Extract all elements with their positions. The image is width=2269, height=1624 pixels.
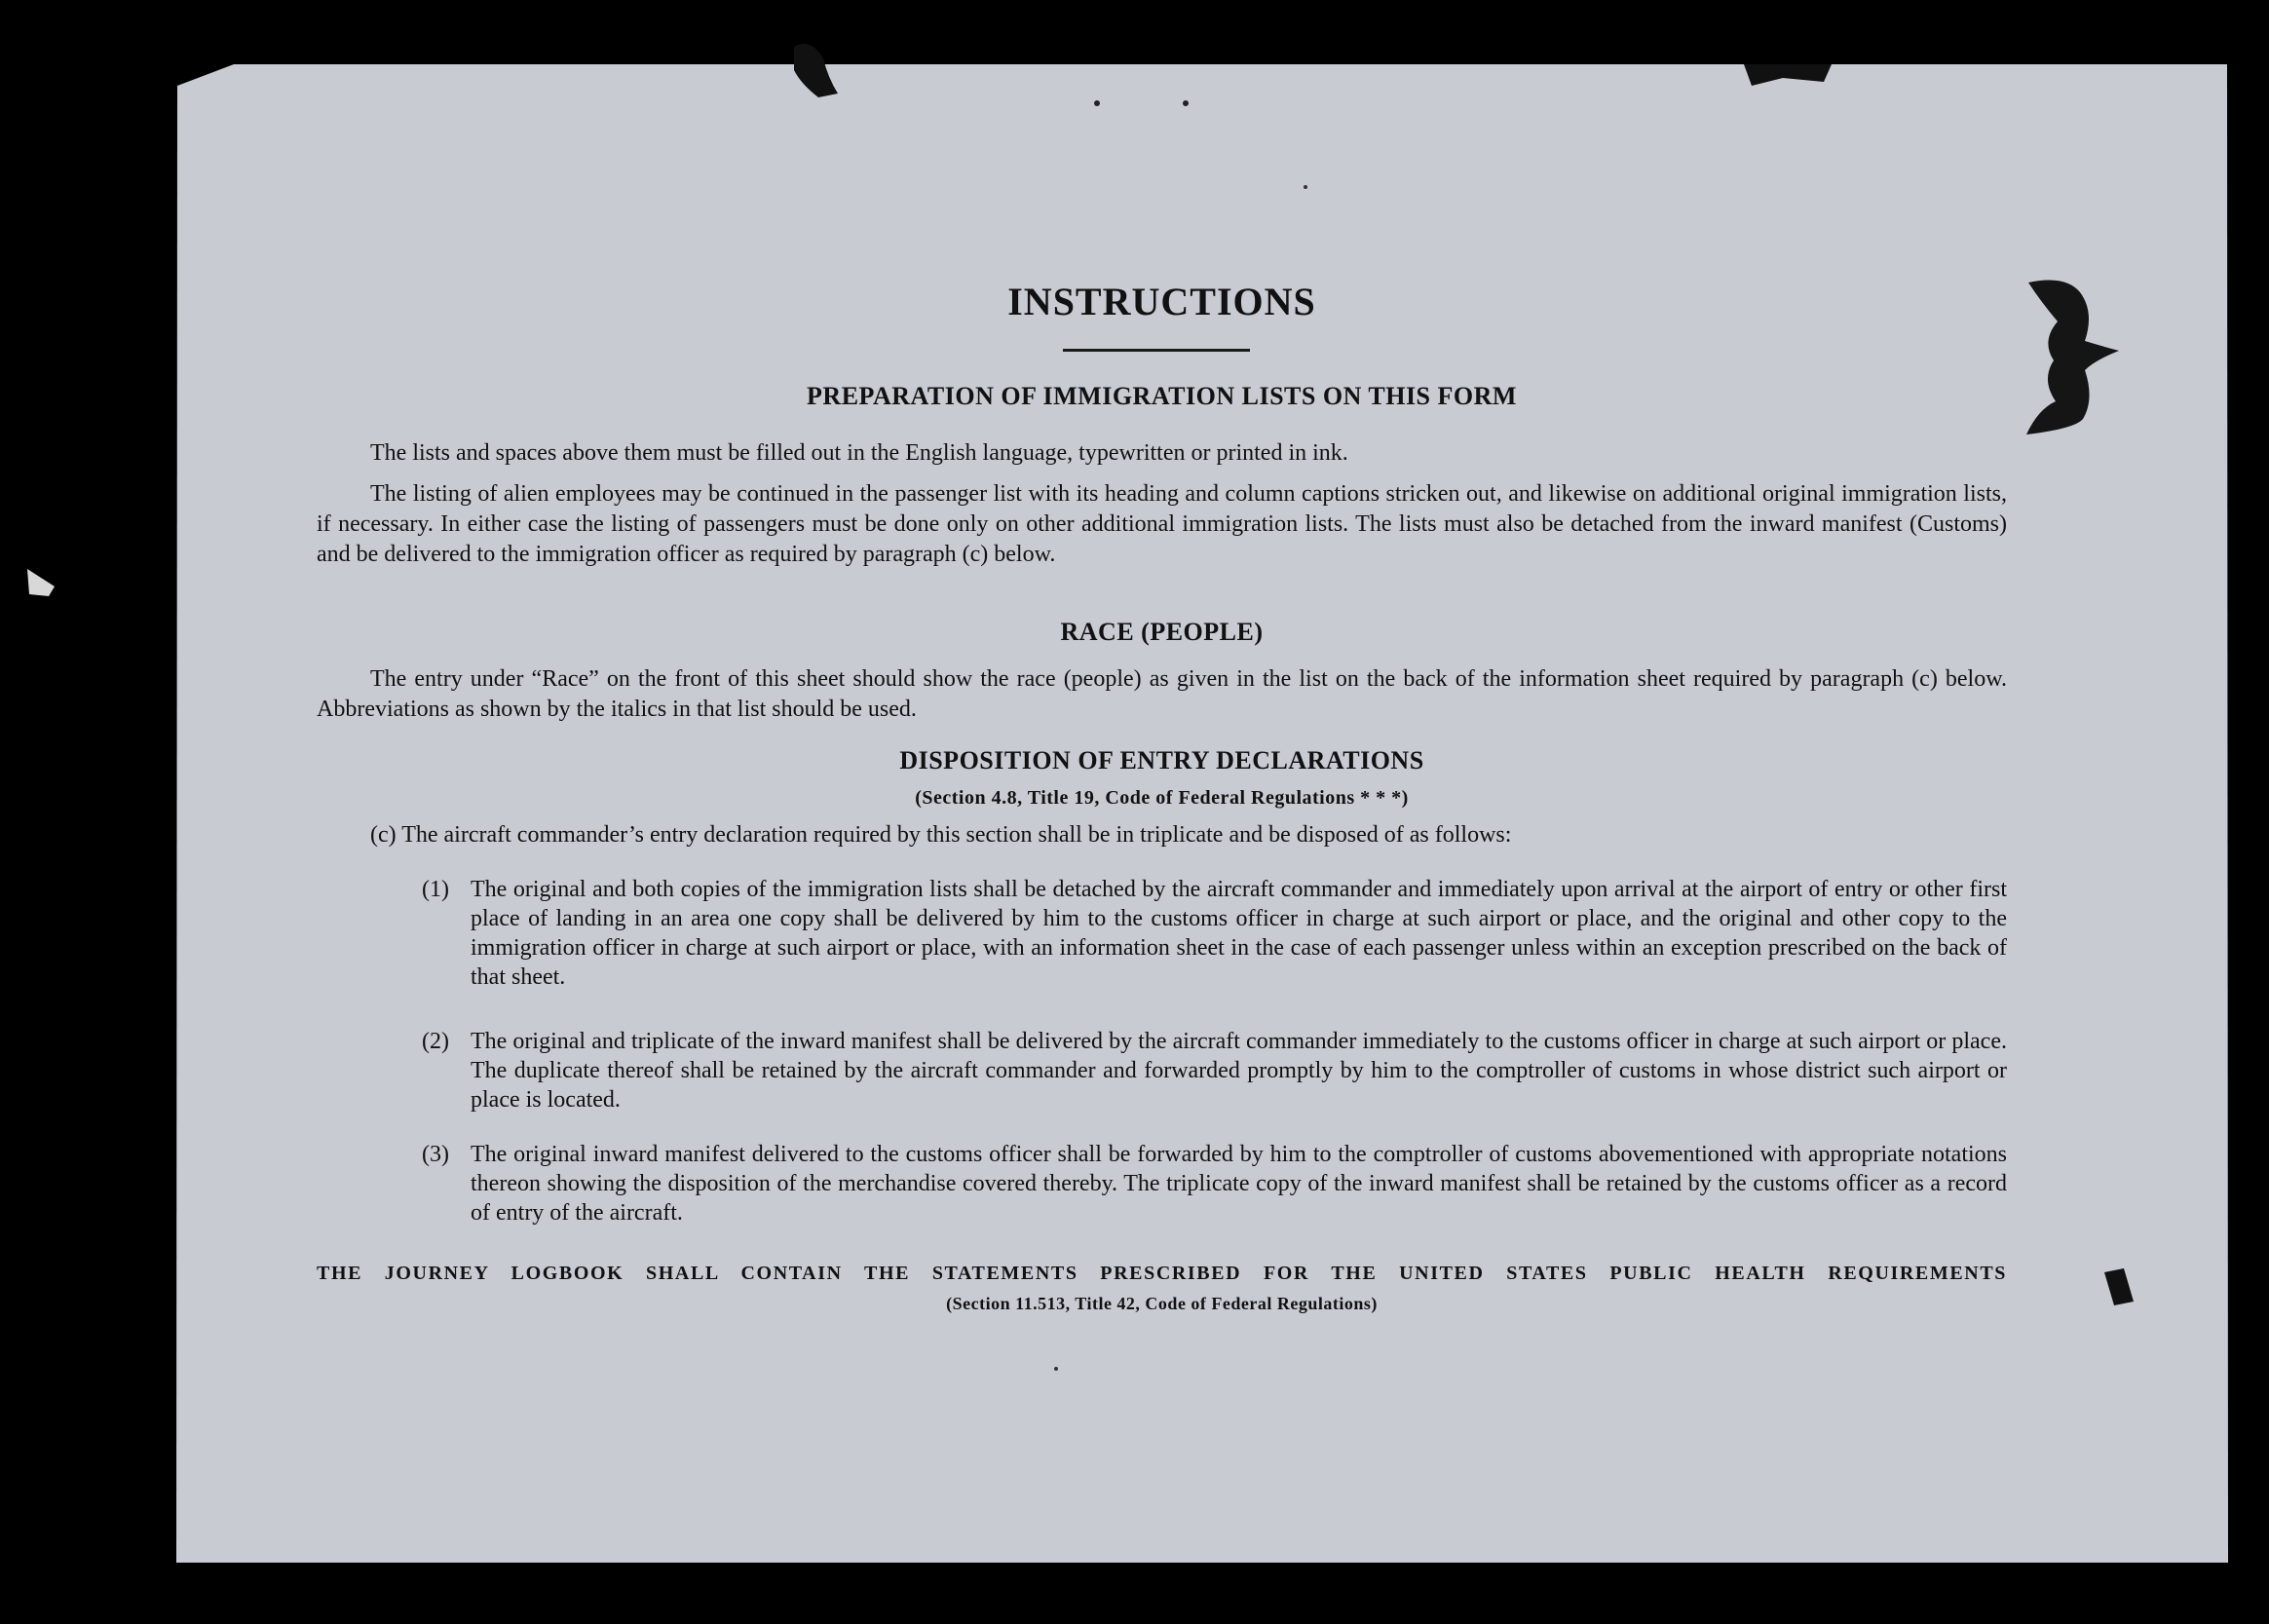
- title-underline: [1063, 349, 1250, 352]
- footer-regulation-reference: (Section 11.513, Title 42, Code of Federal Regulations): [946, 1294, 1378, 1313]
- page-title: INSTRUCTIONS: [1007, 280, 1316, 323]
- instruction-sheet: [175, 62, 2229, 1563]
- paragraph-race-entry: The entry under “Race” on the front of this sheet should show the race (people) as given in the list on the back of the information sheet required by paragraph (c) below. Abbreviations as shown by the italics in that list should be used.: [317, 666, 2007, 722]
- section-subheading-regulation: (Section 4.8, Title 19, Code of Federal Regulations * * *): [915, 787, 1409, 809]
- item-number: (1): [422, 877, 449, 902]
- clause-c: [317, 820, 2061, 850]
- paragraph-english-language: The lists and spaces above them must be filled out in the English language, typewritten or printed in ink.: [370, 440, 1348, 466]
- section-heading-disposition: DISPOSITION OF ENTRY DECLARATIONS: [899, 746, 1424, 774]
- section-heading-race: RACE (PEOPLE): [1060, 618, 1264, 646]
- footer-health-requirements: THE JOURNEY LOGBOOK SHALL CONTAIN THE STATEMENTS PRESCRIBED FOR THE UNITED STATES PUBLIC HEALTH REQUIREMENTS: [317, 1263, 2007, 1284]
- list-item: [422, 1140, 2007, 1227]
- item-text: The original and triplicate of the inward manifest shall be delivered by the aircraft commander immediately to the customs officer in charge at such airport or place. The duplicate thereof shall be retained by the aircraft commander and forwarded promptly by him to the comptroller of customs in whose district such airport or place is located.: [471, 1029, 2007, 1113]
- clause-marker: (c): [370, 822, 397, 848]
- item-text: The original inward manifest delivered to the customs officer shall be forwarded by him to the comptroller of customs abovementioned with appropriate notations thereon showing the disposition of the merchandise covered thereby. The triplicate copy of the inward manifest shall be retained by the customs officer as a record of entry of the aircraft.: [471, 1142, 2007, 1226]
- section-heading-preparation: PREPARATION OF IMMIGRATION LISTS ON THIS FORM: [807, 382, 1517, 410]
- item-number: (2): [422, 1029, 449, 1054]
- item-text: The original and both copies of the immigration lists shall be detached by the aircraft commander and immediately upon arrival at the airport of entry or other first place of landing in an area one copy shall be delivered by him to the customs officer in charge at such airport or place, and the original and other copy to the immigration officer in charge at such airport or place, with an information sheet in the case of each passenger unless within an exception prescribed on the back of that sheet.: [471, 877, 2007, 990]
- clause-text: The aircraft commander’s entry declaration required by this section shall be in triplicate and be disposed of as follows:: [401, 822, 1512, 848]
- list-item: [422, 875, 2007, 992]
- list-item: [422, 1027, 2007, 1114]
- item-number: (3): [422, 1142, 449, 1167]
- paragraph-alien-employees: The listing of alien employees may be continued in the passenger list with its heading and column captions stricken out, and likewise on additional original immigration lists, if necessary. In either case the listing of passengers must be done only on other additional immigration lists. The lists must also be detached from the inward manifest (Customs) and be delivered to the immigration officer as required by paragraph (c) below.: [317, 481, 2007, 567]
